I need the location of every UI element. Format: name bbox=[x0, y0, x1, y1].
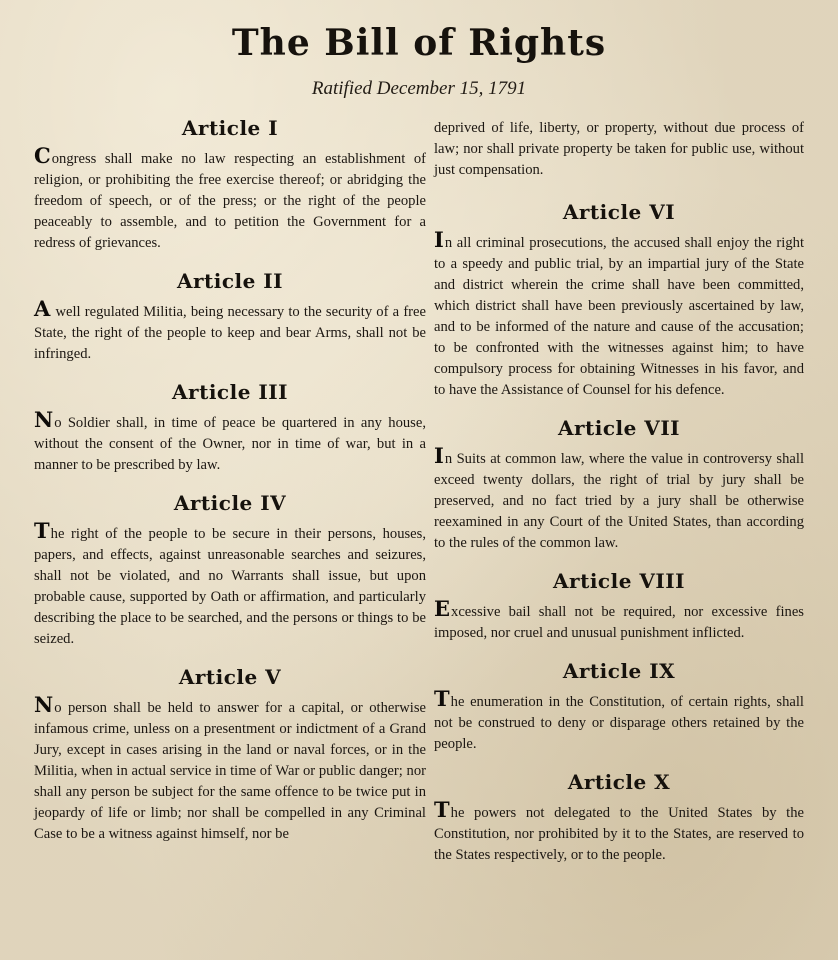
article-6 bbox=[434, 202, 804, 401]
ratification-date: Ratified December 15, 1791 bbox=[311, 78, 527, 99]
article-heading: Article IV bbox=[173, 491, 287, 515]
article-heading: Article III bbox=[172, 380, 288, 404]
article-text: o person shall be held to answer for a capital, or otherwise infamous crime, unless on a presentment or indictment of a Grand Jury, except in cases arising in the land or naval forces, or in the Militia, when in actual service in time of War or public danger; nor shall any person be subject for the same offence to be twice put in jeopardy of life or limb; nor shall be compelled in any Criminal Case to be a witness against himself, nor be bbox=[34, 700, 426, 842]
article-7 bbox=[434, 418, 804, 554]
drop-cap: T bbox=[34, 518, 50, 543]
article-text: n all criminal prosecutions, the accused shall enjoy the right to a speedy and public trial, by an impartial jury of the State and district wherein the crime shall have been committed, which district shall have been previously ascertained by law, and to be informed of the nature and cause of the accusation; to be confronted with the witnesses against him; to have compulsory process for obtaining Witnesses in his favor, and to have the Assistance of Counsel for his defence. bbox=[434, 235, 804, 398]
drop-cap: T bbox=[434, 797, 450, 822]
article-text: ongress shall make no law respecting an establishment of religion, or prohibiting the free exercise thereof; or abridging the freedom of speech, or of the press; or the right of the people peaceably to assemble, and to petition the Government for a redress of grievances. bbox=[34, 151, 426, 251]
article-text: deprived of life, liberty, or property, without due process of law; nor shall private property be taken for public use, without just compensation. bbox=[434, 120, 804, 178]
article-heading: Article V bbox=[178, 665, 282, 689]
document-title: The Bill of Rights bbox=[231, 22, 607, 64]
article-text: xcessive bail shall not be required, nor excessive fines imposed, nor cruel and unusual punishment inflicted. bbox=[434, 604, 804, 641]
drop-cap: E bbox=[434, 596, 451, 621]
drop-cap: T bbox=[434, 686, 450, 711]
drop-cap: I bbox=[434, 227, 444, 252]
article-text: he enumeration in the Constitution, of certain rights, shall not be construed to deny or disparage others retained by the people. bbox=[434, 694, 804, 752]
article-heading: Article II bbox=[176, 269, 284, 293]
drop-cap: I bbox=[434, 443, 444, 468]
article-heading: Article IX bbox=[562, 659, 676, 683]
article-8 bbox=[434, 571, 804, 644]
drop-cap: C bbox=[34, 143, 51, 168]
article-text: he powers not delegated to the United States by the Constitution, nor prohibited by it to the States, are reserved to the States respectively, or to the people. bbox=[434, 805, 804, 863]
article-4 bbox=[34, 493, 426, 650]
article-1 bbox=[34, 118, 426, 254]
article-2 bbox=[34, 271, 426, 365]
article-5-continuation bbox=[434, 118, 804, 181]
drop-cap: N bbox=[34, 407, 54, 432]
drop-cap: A bbox=[34, 296, 51, 321]
article-heading: Article VI bbox=[562, 200, 676, 224]
drop-cap: N bbox=[34, 692, 54, 717]
article-5 bbox=[34, 667, 426, 845]
article-heading: Article X bbox=[567, 770, 671, 794]
article-heading: Article I bbox=[181, 116, 279, 140]
article-text: well regulated Militia, being necessary to the security of a free State, the right of the people to keep and bear Arms, shall not be infringed. bbox=[34, 304, 426, 362]
article-3 bbox=[34, 382, 426, 476]
left-column bbox=[34, 118, 426, 845]
article-9 bbox=[434, 661, 804, 755]
article-heading: Article VIII bbox=[553, 569, 685, 593]
article-text: he right of the people to be secure in their persons, houses, papers, and effects, against unreasonable searches and seizures, shall not be violated, and no Warrants shall issue, but upon probable cause, supported by Oath or affirmation, and particularly describing the place to be searched, and the persons or things to be seized. bbox=[34, 526, 426, 647]
article-10 bbox=[434, 772, 804, 866]
right-column bbox=[434, 118, 804, 866]
article-text: o Soldier shall, in time of peace be quartered in any house, without the consent of the Owner, nor in time of war, but in a manner to be prescribed by law. bbox=[34, 415, 426, 473]
article-heading: Article VII bbox=[557, 416, 681, 440]
article-text: n Suits at common law, where the value in controversy shall exceed twenty dollars, the right of trial by jury shall be preserved, and no fact tried by a jury shall be otherwise reexamined in any Court of the United States, than according to the rules of the common law. bbox=[434, 451, 804, 551]
